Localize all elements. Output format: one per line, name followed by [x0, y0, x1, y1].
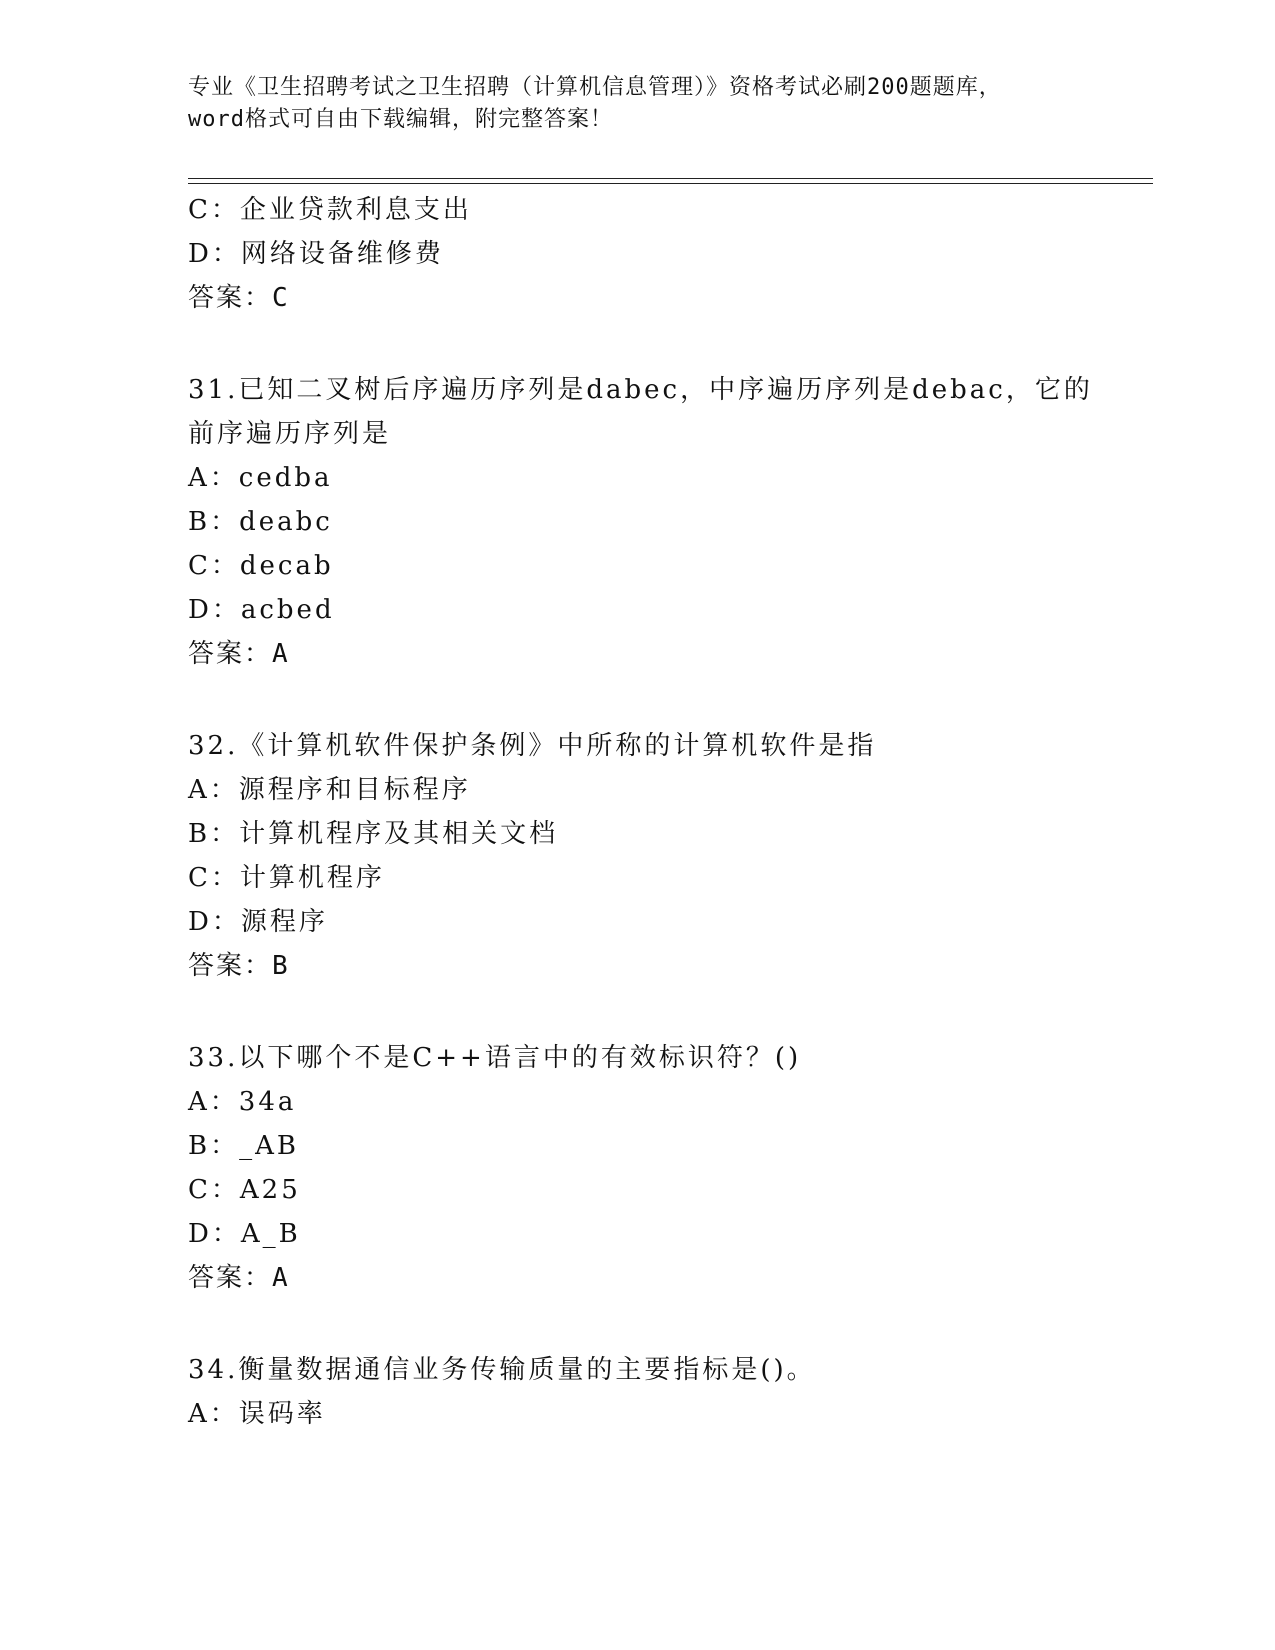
- header-divider-bottom: [188, 183, 1153, 184]
- question-34-stem: 34.衡量数据通信业务传输质量的主要指标是()。: [188, 1355, 816, 1385]
- question-32-answer: 答案：B: [188, 951, 290, 981]
- question-31-option-d: D：acbed: [188, 595, 335, 625]
- question-31-stem-line-1: 31.已知二叉树后序遍历序列是dabec，中序遍历序列是debac，它的: [188, 375, 1093, 405]
- question-34-option-a: A：误码率: [188, 1399, 326, 1429]
- header-title-line-2: word格式可自由下载编辑，附完整答案！: [188, 107, 613, 132]
- question-33-option-b: B：_AB: [188, 1131, 299, 1161]
- question-32-stem: 32.《计算机软件保护条例》中所称的计算机软件是指: [188, 731, 877, 761]
- question-32-option-c: C：计算机程序: [188, 863, 385, 893]
- prev-option-c: C：企业贷款利息支出: [188, 195, 472, 225]
- question-31-answer: 答案：A: [188, 639, 290, 669]
- question-33-answer: 答案：A: [188, 1263, 290, 1293]
- prev-option-d: D：网络设备维修费: [188, 239, 444, 269]
- question-33-stem: 33.以下哪个不是C++语言中的有效标识符？(): [188, 1043, 802, 1073]
- document-header: [188, 72, 1088, 136]
- header-divider-top: [188, 178, 1153, 179]
- question-33-option-a: A：34a: [188, 1087, 297, 1117]
- question-31-option-a: A：cedba: [188, 463, 333, 493]
- question-33-option-c: C：A25: [188, 1175, 301, 1205]
- question-33-option-d: D：A_B: [188, 1219, 301, 1249]
- question-31-option-c: C：decab: [188, 551, 334, 581]
- prev-answer: 答案：C: [188, 283, 290, 313]
- question-32-option-a: A：源程序和目标程序: [188, 775, 471, 805]
- question-31-stem-line-2: 前序遍历序列是: [188, 419, 392, 449]
- header-title-line-1: 专业《卫生招聘考试之卫生招聘（计算机信息管理）》资格考试必刷200题题库，: [188, 75, 1002, 100]
- question-32-option-d: D：源程序: [188, 907, 328, 937]
- question-31-option-b: B：deabc: [188, 507, 333, 537]
- question-32-option-b: B：计算机程序及其相关文档: [188, 819, 559, 849]
